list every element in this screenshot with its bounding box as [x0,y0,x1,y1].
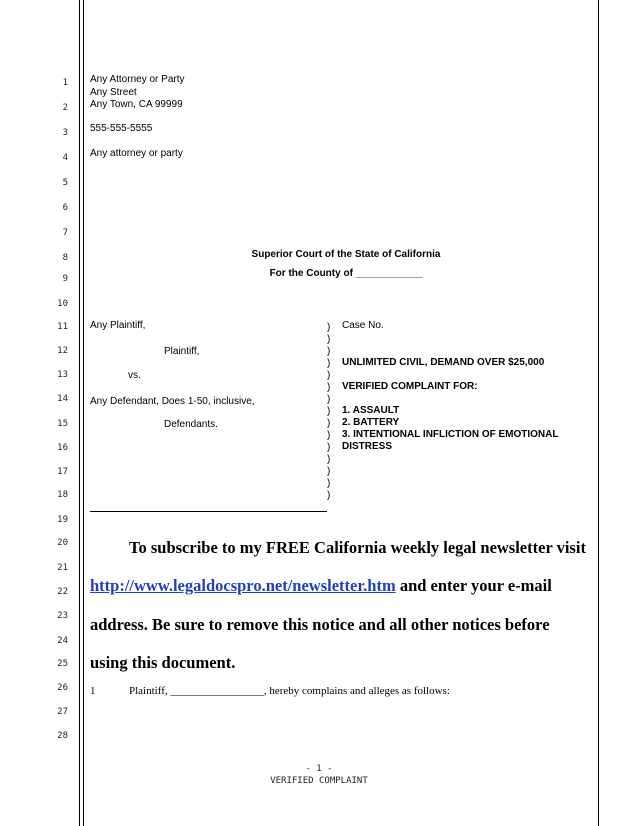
plaintiff-label: Plaintiff, [164,346,200,357]
line-number: 11 [57,322,68,332]
attorney-for: Any attorney or party [90,148,183,159]
line-number: 18 [57,490,68,500]
caption-paren: ) [327,442,331,453]
case-type: UNLIMITED CIVIL, DEMAND OVER $25,000 [342,357,545,368]
line-number: 14 [57,394,68,404]
right-margin-rule [598,0,599,826]
line-number: 4 [62,153,68,163]
line-number: 8 [62,253,68,263]
line-number: 26 [57,683,68,693]
page-number: - 1 - [305,764,333,774]
attorney-name: Any Attorney or Party [90,74,185,85]
defendant-name: Any Defendant, Does 1-50, inclusive, [90,396,255,407]
court-county: For the County of ____________ [269,268,423,279]
document-footer-title: VERIFIED COMPLAINT [270,776,368,786]
line-number: 7 [62,228,68,238]
caption-paren: ) [327,370,331,381]
caption-paren: ) [327,430,331,441]
line-number: 1 [62,78,68,88]
line-number: 15 [57,419,68,429]
notice-line-3: address. Be sure to remove this notice and all other notices before [90,615,550,634]
line-number: 2 [62,103,68,113]
case-number: Case No. [342,320,384,331]
line-number: 5 [62,178,68,188]
notice-line-4: using this document. [90,653,236,672]
line-number: 17 [57,467,68,477]
left-margin-rule-inner [83,0,84,826]
line-number: 3 [62,128,68,138]
line-number: 16 [57,443,68,453]
caption-paren: ) [327,406,331,417]
caption-paren: ) [327,346,331,357]
attorney-phone: 555-555-5555 [90,123,153,134]
line-number: 10 [57,299,68,309]
caption-paren: ) [327,322,331,333]
caption-paren: ) [327,358,331,369]
line-number: 28 [57,731,68,741]
left-margin-rule-outer [79,0,80,826]
caption-paren: ) [327,418,331,429]
line-number: 25 [57,659,68,669]
caption-paren: ) [327,490,331,501]
notice-line-2 [90,576,552,596]
line-number: 23 [57,611,68,621]
line-number: 20 [57,538,68,548]
caption-paren: ) [327,334,331,345]
caption-paren: ) [327,454,331,465]
caption-paren: ) [327,466,331,477]
caption-paren: ) [327,394,331,405]
complaint-title: VERIFIED COMPLAINT FOR: [342,381,478,392]
newsletter-link[interactable]: http://www.legaldocspro.net/newsletter.htm [90,576,396,595]
cause-of-action: 2. BATTERY [342,417,400,428]
paragraph-text: Plaintiff, _________________, hereby complains and alleges as follows: [129,685,450,697]
line-number: 22 [57,587,68,597]
line-number: 19 [57,515,68,525]
notice-line-2-text: and enter your e-mail [395,576,552,595]
cause-of-action: 3. INTENTIONAL INFLICTION OF EMOTIONAL [342,429,559,440]
attorney-city: Any Town, CA 99999 [90,99,183,110]
defendant-label: Defendants. [164,419,218,430]
line-number: 12 [57,346,68,356]
line-number: 27 [57,707,68,717]
line-number: 21 [57,563,68,573]
notice-line-1: To subscribe to my FREE California weekly legal newsletter visit [129,538,586,557]
line-number: 13 [57,370,68,380]
line-number: 9 [62,274,68,284]
caption-paren: ) [327,382,331,393]
caption-paren: ) [327,478,331,489]
line-number: 24 [57,636,68,646]
line-number: 6 [62,203,68,213]
versus-text: vs. [128,370,141,381]
cause-of-action: 1. ASSAULT [342,405,400,416]
court-name: Superior Court of the State of California [251,249,441,260]
caption-divider [90,511,327,512]
cause-of-action: DISTRESS [342,441,393,452]
attorney-street: Any Street [90,87,137,98]
plaintiff-name: Any Plaintiff, [90,320,146,331]
paragraph-number: 1 [90,685,96,697]
